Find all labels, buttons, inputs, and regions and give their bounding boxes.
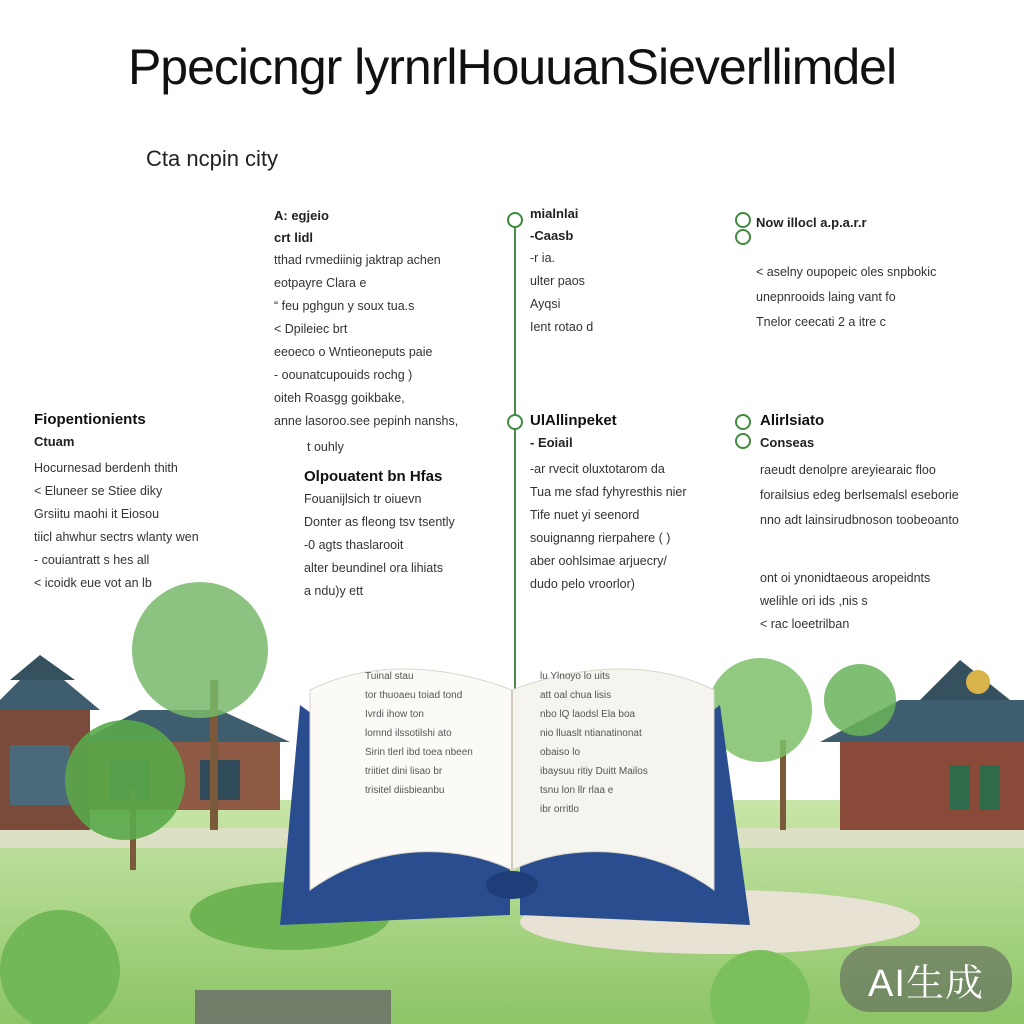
book-line: obaiso lo [540,747,581,758]
book-line: triitiet dini lisao br [365,766,443,777]
block-line: ulter paos [530,274,585,288]
text-block [530,203,593,339]
block-line: < rac loeetrilban [760,617,850,631]
block-line: Donter as fleong tsv tsently [304,515,455,529]
page-subtitle: Cta ncpin city [146,146,279,171]
book-line: tor thuoaeu toiad tond [365,690,463,701]
block-line: eotpayre Clara e [274,276,367,290]
block-line: Ayqsi [530,297,561,311]
block-line: eeoeco o Wntieoneputs paie [274,345,433,359]
block-line: ont oi ynonidtaeous aropeidnts [760,571,931,585]
text-block [274,205,458,433]
block-subheading: Ctuam [34,434,75,449]
timeline-node [507,212,523,228]
block-line: dudo pelo vroorlor) [530,577,635,591]
book-line: Ivrdi ihow ton [365,709,424,720]
block-heading: Now illocl a.p.a.r.r [756,215,867,230]
block-subheading: Conseas [760,435,815,450]
timeline-node [507,414,523,430]
book-line: ibaysuu ritiy Duitt Mailos [540,766,648,777]
block-line: souignanng rierpahere ( ) [530,531,671,545]
book-line: att oal chua lisis [540,690,612,701]
block-line: Tife nuet yi seenord [530,508,640,522]
text-block [756,212,936,335]
book-line: trisitel diisbieanbu [365,785,445,796]
block-line: Tnelor ceecati 2 a itre c [756,315,886,329]
book-line: Tuinal stau [365,671,414,682]
block-subheading: crt lidl [274,230,314,245]
block-line: nno adt lainsirudbnoson toobeoanto [760,513,959,527]
timeline-node [735,212,751,228]
timeline-node [735,414,751,430]
block-line: oiteh Roasgg goikbake, [274,391,405,405]
block-line: -0 agts thaslarooit [304,538,404,552]
book-line: nio lluaslt ntianatinonat [540,728,642,739]
block-heading: Olpouatent bn Hfas [304,468,443,485]
block-heading: UlAllinpeket [530,412,617,429]
book-line: lomnd ilssotilshi ato [365,728,452,739]
block-line: - couiantratt s hes all [34,553,150,567]
block-line: alter beundinel ora lihiats [304,561,443,575]
book-line: tsnu lon llr rlaa e [540,785,614,796]
block-line: raeudt denolpre areyiearaic floo [760,463,936,477]
block-line: < icoidk eue vot an lb [34,576,152,590]
block-heading: A: egjeio [274,208,329,223]
block-line: - oounatcupouids rochg ) [274,368,413,382]
book-line: nbo lQ laodsl Ela boa [540,709,636,720]
book-line: ibr orritlo [540,804,579,815]
block-line: welihle ori ids ,nis s [760,594,868,608]
block-line: Grsiitu maohi it Eiosou [34,507,160,521]
block-line: tthad rvmediinig jaktrap achen [274,253,441,267]
block-line: a ndu)y ett [304,584,364,598]
block-subheading: - Eoiail [530,435,573,450]
page-title: Ppecicngr lyrnrlHouuanSieverllimdel [127,39,897,95]
block-heading: mialnlai [530,206,579,221]
block-line: forailsius edeg berlsemalsl eseborie [760,488,959,502]
block-heading: Alirlsiato [760,412,825,429]
timeline-node [735,229,751,245]
block-line: Tua me sfad fyhyresthis nier [530,485,687,499]
block-line: anne lasoroo.see pepinh nanshs, [274,414,459,428]
block-line: “ feu pghgun y soux tua.s [274,299,415,313]
block-subheading: -Caasb [530,228,574,243]
text-block [760,410,959,533]
timeline-node [735,433,751,449]
block-line: tiicl ahwhur sectrs wlanty wen [34,530,199,544]
block-line: unepnrooids laing vant fo [756,290,896,304]
block-line: < Eluneer se Stiee diky [34,484,163,498]
block-line: Hocurnesad berdenh thith [34,461,178,475]
block-line: < aselny oupopeic oles snpbokic [756,265,937,279]
block-line: aber oohlsimae arjuecry/ [530,554,667,568]
ai-generated-watermark [840,946,1012,1012]
text-block [307,436,344,459]
block-line: Ient rotao d [530,320,594,334]
stone-bench [195,990,391,1024]
watermark-text: AI生成 [868,962,984,1005]
open-book [280,669,750,925]
block-line: -ar rvecit oluxtotarom da [530,462,665,476]
block-line: -r ia. [530,251,555,265]
book-right-page-text [540,667,648,819]
book-line: lu Ylnoyo lo uits [540,671,610,682]
block-line: Fouanijlsich tr oiuevn [304,492,422,506]
block-heading: Fiopentionients [34,411,146,428]
block-heading: t ouhly [307,440,344,454]
book-left-page-text [365,667,473,800]
block-line: < Dpileiec brt [274,322,348,336]
book-line: Sirin tlerl ibd toea nbeen [365,747,473,758]
